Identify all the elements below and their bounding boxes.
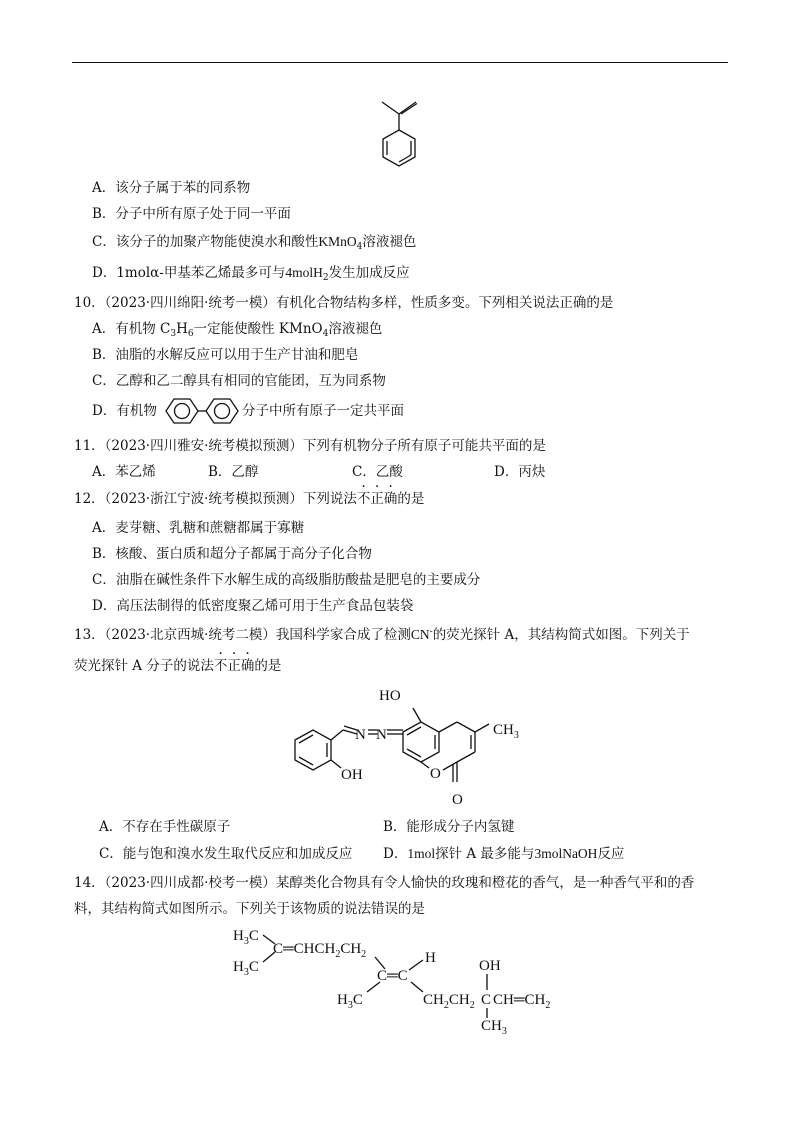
q12-stem: 12．（2023·浙江宁波·统考模拟预测）下列说法不正确的是	[74, 491, 425, 507]
q12-option-b: B．核酸、蛋白质和超分子都属于高分子化合物	[92, 546, 372, 562]
q9-option-d: D．1molα-甲基苯乙烯最多可与4molH$_2$发生加成反应	[92, 265, 410, 283]
probe-carbonyl-o: O	[452, 792, 463, 808]
q9-option-a: A．该分子属于苯的同系物	[92, 180, 251, 196]
probe-n1: N	[355, 727, 366, 743]
q9-option-b: B．分子中所有原子处于同一平面	[92, 206, 291, 222]
linalool-oh: OH	[479, 958, 501, 974]
probe-oh-bottom: OH	[341, 767, 363, 783]
q11-option-a: A．苯乙烯	[92, 464, 156, 480]
q14-stem-line2: 料，其结构简式如图所示。下列关于该物质的说法错误的是	[74, 901, 425, 917]
linalool-c-eq-c: C═C	[377, 968, 408, 984]
q13-option-a: A．不存在手性碳原子	[99, 819, 231, 835]
q13-stem-line2: 荧光探针 A 分子的说法不正确的是	[74, 658, 282, 674]
q14-stem-line1: 14．（2023·四川成都·校考一模）某醇类化合物具有令人愉快的玫瑰和橙花的香气，是一种香气平和的香	[74, 875, 695, 891]
linalool-structure	[225, 922, 585, 1034]
linalool-h3c-mid: $H_3C$	[337, 992, 363, 1011]
probe-n2: N	[376, 727, 387, 743]
biphenyl-structure	[162, 396, 242, 426]
linalool-chain1: $C═CHCH_2CH_2$	[273, 941, 367, 960]
linalool-chain2: $CH_2CH_2$	[423, 992, 475, 1011]
q10-option-d-pre: D．有机物	[92, 403, 157, 419]
q10-option-c: C．乙醇和乙二醇具有相同的官能团，互为同系物	[92, 373, 386, 389]
q11-option-c: C．乙酸	[352, 464, 403, 480]
probe-ho-top: HO	[379, 688, 401, 704]
q13-option-d: D．1mol探针 A 最多能与3molNaOH反应	[383, 846, 625, 862]
q13-option-c: C．能与饱和溴水发生取代反应和加成反应	[99, 846, 353, 862]
linalool-ch-eq-ch2: $CH═CH_2$	[493, 992, 551, 1011]
probe-ring-o: O	[430, 766, 441, 782]
linalool-h3c-bottom: $H_3C$	[233, 959, 259, 978]
linalool-c-center: C	[481, 992, 492, 1008]
q10-option-a: A．有机物 $C_3H_6$一定能使酸性 KMnO$_4$溶液褪色	[92, 321, 383, 339]
q13-stem-line1: 13．（2023·北京西城·统考二模）我国科学家合成了检测CN-的荧光探针 A，其结构简式如图。下列关于	[74, 627, 690, 643]
q12-option-d: D．高压法制得的低密度聚乙烯可用于生产食品包装袋	[92, 598, 414, 614]
probe-ch3: $CH_3$	[493, 722, 519, 741]
header-rule	[72, 62, 728, 63]
q12-option-c: C．油脂在碱性条件下水解生成的高级脂肪酸盐是肥皂的主要成分	[92, 572, 481, 588]
q10-option-b: B．油脂的水解反应可以用于生产甘油和肥皂	[92, 347, 359, 363]
q10-stem: 10．（2023·四川绵阳·统考一模）有机化合物结构多样，性质多变。下列相关说法正确的是	[74, 295, 614, 311]
q11-option-b: B．乙醇	[208, 464, 259, 480]
linalool-h: H	[425, 950, 436, 966]
q12-option-a: A．麦芽糖、乳糖和蔗糖都属于寡糖	[92, 520, 305, 536]
q11-stem: 11．（2023·四川雅安·统考模拟预测）下列有机物分子所有原子可能共平面的是	[74, 438, 546, 454]
linalool-h3c-top: $H_3C$	[233, 928, 259, 947]
q11-option-d: D．丙炔	[494, 464, 546, 480]
linalool-ch3: $CH_3$	[481, 1018, 507, 1034]
q13-option-b: B．能形成分子内氢键	[383, 819, 515, 835]
probe-a-structure	[265, 678, 540, 808]
alpha-methylstyrene-structure	[370, 92, 430, 170]
q9-option-c: C．该分子的加聚产物能使溴水和酸性KMnO$_4$溶液褪色	[92, 234, 417, 252]
q10-option-d-post: 分子中所有原子一定共平面	[242, 403, 404, 419]
